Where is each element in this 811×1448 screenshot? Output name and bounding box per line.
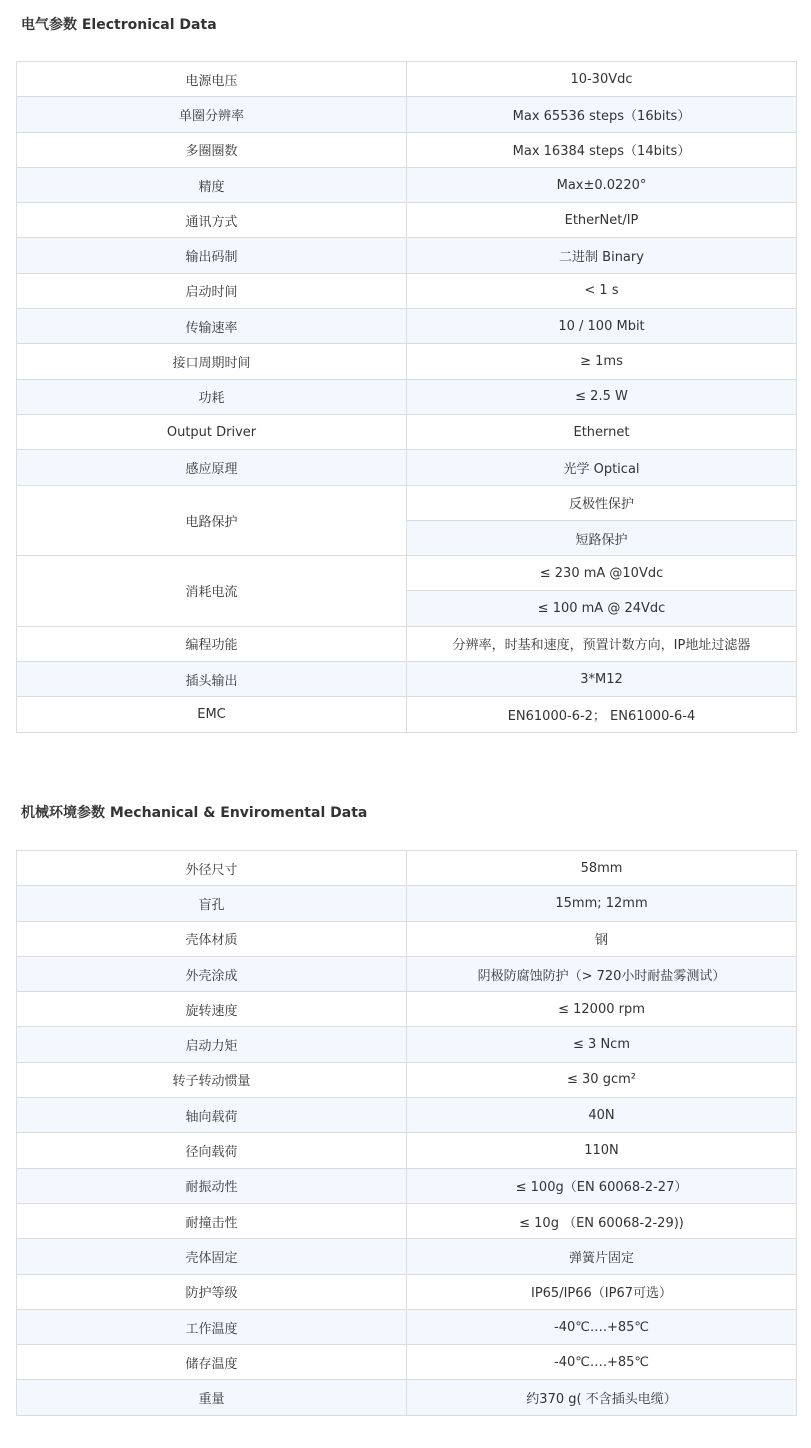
spec-label: 转子转动惯量 <box>17 1062 407 1097</box>
spec-value: 10-30Vdc <box>407 62 797 97</box>
spec-label: 单圈分辨率 <box>17 97 407 132</box>
spec-value: ≤ 100 mA @ 24Vdc <box>407 591 797 626</box>
spec-label: 重量 <box>17 1380 407 1415</box>
spec-value: 约370 g( 不含插头电缆） <box>407 1380 797 1415</box>
table-row <box>17 1274 797 1309</box>
table-row <box>17 626 797 661</box>
spec-value: 58mm <box>407 851 797 886</box>
electrical-data-table <box>16 61 797 733</box>
spec-label: 插头输出 <box>17 662 407 697</box>
table-row <box>17 956 797 991</box>
spec-value: ≤ 2.5 W <box>407 379 797 414</box>
spec-value: 反极性保护 <box>407 485 797 520</box>
spec-label: 工作温度 <box>17 1309 407 1344</box>
spec-label: 耐振动性 <box>17 1168 407 1203</box>
spec-label: 编程功能 <box>17 626 407 661</box>
spec-label: 启动力矩 <box>17 1027 407 1062</box>
table-row <box>17 1239 797 1274</box>
spec-value: Max 65536 steps（16bits） <box>407 97 797 132</box>
spec-value: < 1 s <box>407 273 797 308</box>
spec-value: Ethernet <box>407 414 797 449</box>
spec-value: 10 / 100 Mbit <box>407 309 797 344</box>
spec-value: 短路保护 <box>407 520 797 555</box>
spec-label: 功耗 <box>17 379 407 414</box>
table-row <box>17 1203 797 1238</box>
spec-value: 3*M12 <box>407 662 797 697</box>
spec-label: 轴向载荷 <box>17 1098 407 1133</box>
mechanical-data-title: 机械环境参数 Mechanical & Enviromental Data <box>21 805 368 821</box>
table-row <box>17 992 797 1027</box>
table-row <box>17 414 797 449</box>
spec-label: 壳体固定 <box>17 1239 407 1274</box>
table-row <box>17 662 797 697</box>
table-row <box>17 97 797 132</box>
spec-value: -40℃….+85℃ <box>407 1309 797 1344</box>
spec-value: 弹簧片固定 <box>407 1239 797 1274</box>
spec-value: EN61000-6-2； EN61000-6-4 <box>407 697 797 732</box>
table-row <box>17 886 797 921</box>
spec-value: 阴极防腐蚀防护（> 720小时耐盐雾测试） <box>407 956 797 991</box>
spec-label: 外径尺寸 <box>17 851 407 886</box>
spec-value: ≤ 100g（EN 60068-2-27） <box>407 1168 797 1203</box>
spec-value: ≤ 30 gcm² <box>407 1062 797 1097</box>
spec-label: 输出码制 <box>17 238 407 273</box>
spec-value: -40℃….+85℃ <box>407 1345 797 1380</box>
spec-label: 感应原理 <box>17 450 407 485</box>
table-row <box>17 344 797 379</box>
spec-label: 储存温度 <box>17 1345 407 1380</box>
spec-label: 盲孔 <box>17 886 407 921</box>
spec-label: 电源电压 <box>17 62 407 97</box>
spec-label: 外壳涂成 <box>17 956 407 991</box>
table-row <box>17 1380 797 1415</box>
table-row <box>17 556 797 591</box>
spec-label: 精度 <box>17 167 407 202</box>
table-row <box>17 450 797 485</box>
spec-label: 传输速率 <box>17 309 407 344</box>
spec-value: EtherNet/IP <box>407 203 797 238</box>
table-row <box>17 203 797 238</box>
spec-label: 消耗电流 <box>17 556 407 627</box>
table-row <box>17 1027 797 1062</box>
electrical-data-title: 电气参数 Electronical Data <box>21 17 217 33</box>
spec-value: 15mm; 12mm <box>407 886 797 921</box>
spec-value: 二进制 Binary <box>407 238 797 273</box>
spec-label: 旋转速度 <box>17 992 407 1027</box>
spec-value: 分辨率，时基和速度，预置计数方向，IP地址过滤器 <box>407 626 797 661</box>
spec-value: 光学 Optical <box>407 450 797 485</box>
spec-label: 通讯方式 <box>17 203 407 238</box>
spec-value: ≤ 230 mA @10Vdc <box>407 556 797 591</box>
table-row <box>17 62 797 97</box>
spec-label: 耐撞击性 <box>17 1203 407 1238</box>
spec-label: EMC <box>17 697 407 732</box>
spec-value: Max±0.0220° <box>407 167 797 202</box>
spec-value: 40N <box>407 1098 797 1133</box>
table-row <box>17 379 797 414</box>
table-row <box>17 1345 797 1380</box>
spec-value: ≥ 1ms <box>407 344 797 379</box>
spec-label: Output Driver <box>17 414 407 449</box>
table-row <box>17 485 797 520</box>
spec-value: IP65/IP66（IP67可选） <box>407 1274 797 1309</box>
spec-value: ≤ 12000 rpm <box>407 992 797 1027</box>
mechanical-data-table <box>16 850 797 1416</box>
spec-value: ≤ 3 Ncm <box>407 1027 797 1062</box>
table-row <box>17 273 797 308</box>
table-row <box>17 697 797 732</box>
spec-label: 壳体材质 <box>17 921 407 956</box>
table-row <box>17 1062 797 1097</box>
spec-value: 110N <box>407 1133 797 1168</box>
spec-label: 启动时间 <box>17 273 407 308</box>
table-row <box>17 1098 797 1133</box>
spec-label: 径向载荷 <box>17 1133 407 1168</box>
table-row <box>17 1168 797 1203</box>
table-row <box>17 132 797 167</box>
table-row <box>17 921 797 956</box>
spec-label: 电路保护 <box>17 485 407 556</box>
table-row <box>17 309 797 344</box>
spec-value: 钢 <box>407 921 797 956</box>
table-row <box>17 167 797 202</box>
table-row <box>17 851 797 886</box>
spec-label: 防护等级 <box>17 1274 407 1309</box>
spec-value: ≤ 10g （EN 60068-2-29)) <box>407 1203 797 1238</box>
table-row <box>17 1133 797 1168</box>
spec-label: 多圈圈数 <box>17 132 407 167</box>
spec-label: 接口周期时间 <box>17 344 407 379</box>
table-row <box>17 1309 797 1344</box>
spec-value: Max 16384 steps（14bits） <box>407 132 797 167</box>
table-row <box>17 238 797 273</box>
